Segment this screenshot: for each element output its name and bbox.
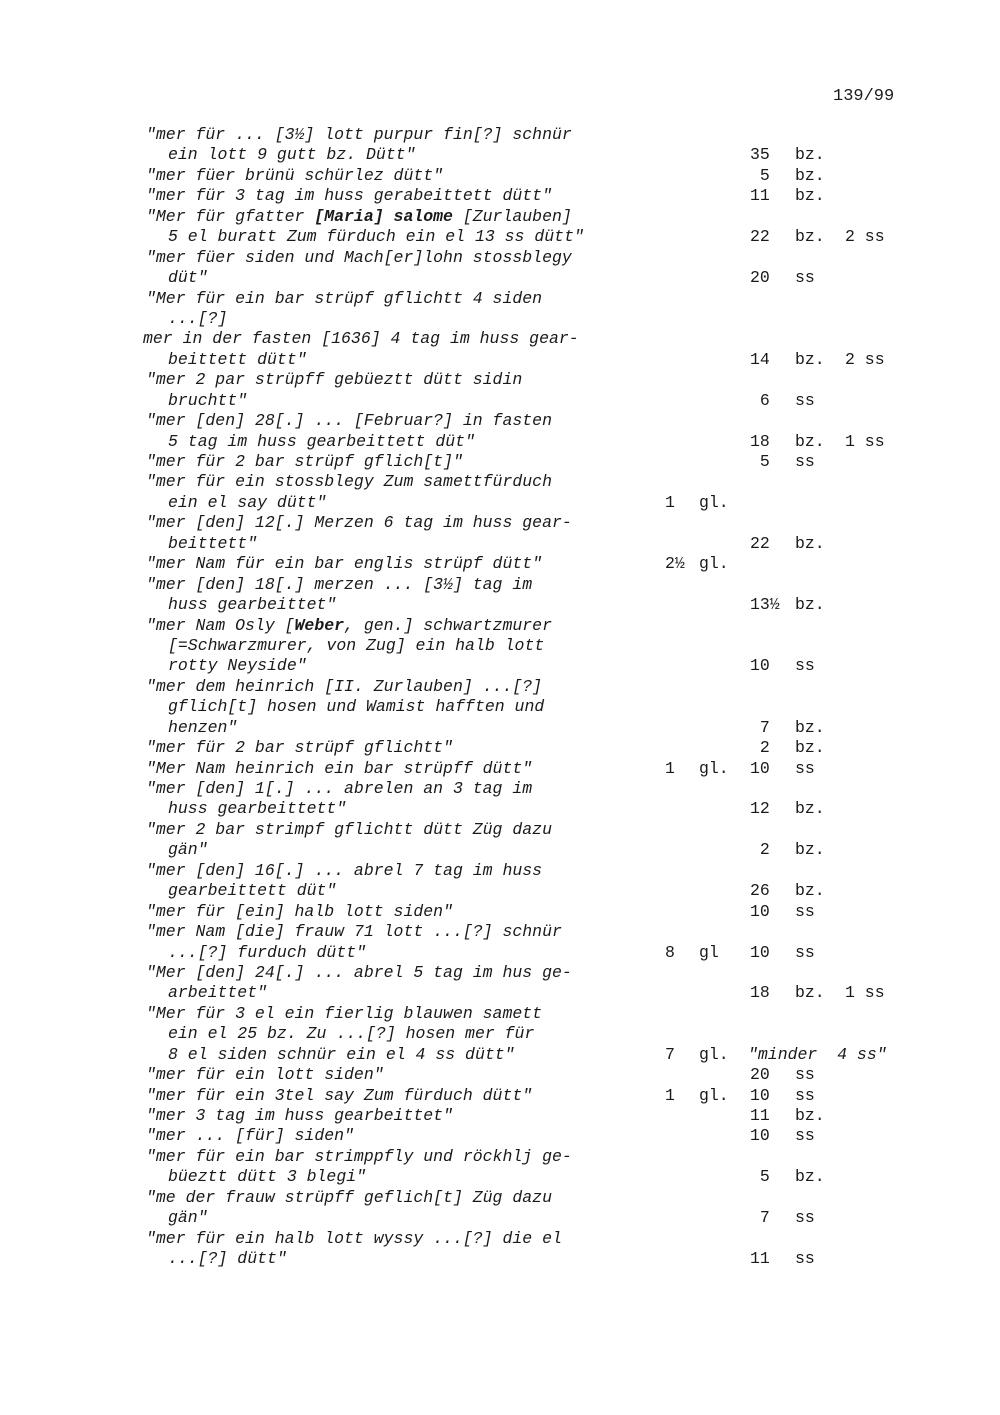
ledger-line [0,268,1000,288]
entry-text: ein el say dütt" [168,492,327,512]
entry-text: "mer 3 tag im huss gearbeittet" [146,1106,453,1125]
entry-text: arbeittet" [168,983,268,1003]
gulden-unit: gl. [699,1044,729,1064]
ledger-line [0,1167,1000,1187]
ledger-line [0,983,1000,1003]
batzen-amount: 10 [750,758,770,778]
entry-text: "Mer für gfatter [Maria] salome [Zurlauben] [146,206,572,226]
ledger-line [0,799,1000,819]
entry-text: "Mer Nam heinrich ein bar strüpff dütt" [146,758,533,778]
gulden-amount: 1 [665,1085,675,1105]
amount-unit: ss [795,1065,815,1085]
amount-unit: ss [795,1126,815,1146]
entry-text: "mer für ein stossblegy Zum samettfürduch [146,472,552,492]
ledger-line [0,738,1000,758]
amount-unit: ss [795,1085,815,1105]
amount-unit: bz. [795,227,825,247]
entry-text: "mer 2 par strüpff gebüeztt dütt sidin [146,370,523,390]
gulden-amount: 1 [665,492,675,512]
batzen-amount: 5 [750,1167,770,1187]
batzen-amount: 11 [750,1106,770,1125]
entry-text: ...[?] dütt" [168,1249,287,1269]
ledger-line [0,1147,1000,1167]
ledger-line [0,145,1000,165]
batzen-amount: 14 [750,349,770,369]
gulden-unit: gl. [699,758,729,778]
schilling-extra: 1 ss [845,431,885,451]
schilling-extra: 2 ss [845,349,885,369]
ledger-line [0,1229,1000,1249]
ledger-line [0,677,1000,697]
ledger-entries [0,125,1000,1270]
ledger-line [0,1208,1000,1228]
batzen-amount: 6 [750,390,770,410]
entry-text: "mer [den] 16[.] ... abrel 7 tag im huss [146,860,543,880]
entry-text: ein lott 9 gutt bz. Dütt" [168,145,416,165]
ledger-line [0,1045,1000,1065]
batzen-amount: 7 [750,1208,770,1228]
entry-text: "mer für [ein] halb lott siden" [146,901,453,921]
entry-text: "mer für ein lott siden" [146,1065,384,1085]
entry-text: mer in der fasten [1636] 4 tag im huss gear- [143,329,579,349]
entry-text: "mer Nam für ein bar englis strüpf dütt" [146,554,543,574]
ledger-line [0,1249,1000,1269]
gulden-amount: 1 [665,758,675,778]
batzen-amount: 10 [750,656,770,676]
amount-unit: bz. [795,595,825,615]
batzen-amount: 26 [750,881,770,901]
batzen-amount: 10 [750,901,770,921]
amount-unit: bz. [795,717,825,737]
ledger-line [0,779,1000,799]
entry-text: gearbeittett düt" [168,881,337,901]
ledger-line [0,943,1000,963]
entry-text: 5 el buratt Zum fürduch ein el 13 ss dütt" [168,227,584,247]
ledger-line [0,227,1000,247]
entry-text: "Mer für ein bar strüpf gflichtt 4 siden [146,288,543,308]
entry-text: "mer füer siden und Mach[er]lohn stossblegy [146,247,572,267]
gulden-amount: 8 [665,942,675,962]
entry-text: "mer [den] 12[.] Merzen 6 tag im huss gear- [146,513,572,533]
batzen-amount: 2 [750,738,770,758]
entry-text: "mer für ein halb lott wyssy ...[?] die el [146,1228,562,1248]
ledger-line [0,554,1000,574]
ledger-line [0,718,1000,738]
ledger-line [0,616,1000,636]
gulden-amount: 2½ [665,554,685,574]
ledger-line [0,186,1000,206]
amount-unit: ss [795,942,815,962]
amount-unit: bz. [795,799,825,819]
entry-text: "Mer für 3 el ein fierlig blauwen samett [146,1003,543,1023]
batzen-amount: 12 [750,799,770,819]
entry-text: huss gearbeittett" [168,799,347,819]
entry-text: "mer für 3 tag im huss gerabeittett dütt" [146,186,552,206]
entry-text: "mer [den] 28[.] ... [Februar?] in fasten [146,411,552,431]
emphasized-name: [Maria] salome [314,206,453,226]
ledger-line [0,1004,1000,1024]
batzen-amount: 5 [750,452,770,471]
entry-text: gän" [168,840,208,860]
ledger-line [0,881,1000,901]
gulden-unit: gl. [699,1085,729,1105]
ledger-line [0,1065,1000,1085]
entry-text: "mer 2 bar strimpf gflichtt dütt Züg dazu [146,819,552,839]
batzen-amount: 13½ [750,595,780,615]
entry-text: rotty Neyside" [168,656,307,676]
entry-text: ...[?] [168,308,228,328]
schilling-extra: 1 ss [845,983,885,1003]
entry-text: "mer für 2 bar strüpf gflich[t]" [146,452,463,471]
entry-text: "mer für ein bar strimppfly und röckhlj ge- [146,1146,572,1166]
ledger-line [0,840,1000,860]
ledger-line [0,452,1000,472]
entry-text: ...[?] furduch dütt" [168,942,367,962]
amount-unit: bz. [795,983,825,1003]
ledger-line [0,963,1000,983]
ledger-line [0,1106,1000,1126]
ledger-line [0,656,1000,676]
entry-text: beittett dütt" [168,349,307,369]
schilling-extra: 2 ss [845,227,885,247]
batzen-amount: 22 [750,533,770,553]
ledger-line [0,370,1000,390]
entry-text: gän" [168,1208,208,1228]
amount-unit: bz. [795,533,825,553]
amount-unit: bz. [795,1106,825,1125]
ledger-line [0,697,1000,717]
ledger-line [0,902,1000,922]
amount-unit: bz. [795,431,825,451]
entry-text: "mer für ein 3tel say Zum fürduch dütt" [146,1085,533,1105]
ledger-line [0,472,1000,492]
entry-text: [=Schwarzmurer, von Zug] ein halb lott [168,635,545,655]
ledger-line [0,125,1000,145]
ledger-line [0,411,1000,431]
entry-text: bruchtt" [168,390,248,410]
amount-unit: bz. [795,1167,825,1187]
amount-unit: ss [795,268,815,288]
entry-text: "me der frauw strüpff geflich[t] Züg dazu [146,1187,552,1207]
batzen-amount: 5 [750,165,770,185]
amount-unit: ss [795,452,815,471]
amount-unit: bz. [795,840,825,860]
amount-unit: bz. [795,145,825,165]
entry-text: büeztt dütt 3 blegi" [168,1167,367,1187]
ledger-line [0,861,1000,881]
entry-text: gflich[t] hosen und Wamist hafften und [168,697,545,717]
emphasized-name: Weber [294,615,345,635]
batzen-amount: 22 [750,227,770,247]
ledger-line [0,1126,1000,1146]
amount-unit: ss [795,390,815,410]
ledger-line [0,1086,1000,1106]
batzen-amount: 2 [750,840,770,860]
batzen-amount: 10 [750,1085,770,1105]
ledger-line [0,534,1000,554]
batzen-amount: 35 [750,145,770,165]
ledger-line [0,207,1000,227]
ledger-line [0,1024,1000,1044]
entry-text: henzen" [168,717,238,737]
entry-text: "mer Nam [die] frauw 71 lott ...[?] schnür [146,922,562,942]
gulden-amount: 7 [665,1044,675,1064]
entry-text: "mer dem heinrich [II. Zurlauben] ...[?] [146,676,543,696]
entry-text: "mer [den] 1[.] ... abrelen an 3 tag im [146,779,533,798]
batzen-amount: 11 [750,1249,770,1269]
entry-text: ein el 25 bz. Zu ...[?] hosen mer für [168,1024,535,1044]
batzen-amount: 20 [750,268,770,288]
amount-unit: bz. [795,349,825,369]
batzen-amount: 18 [750,431,770,451]
margin-note: "minder 4 ss" [748,1044,887,1064]
ledger-line [0,575,1000,595]
amount-unit: ss [795,901,815,921]
batzen-amount: 7 [750,717,770,737]
amount-unit: ss [795,656,815,676]
ledger-line [0,922,1000,942]
amount-unit: bz. [795,881,825,901]
ledger-line [0,493,1000,513]
page-number: 139/99 [833,87,895,106]
ledger-line [0,759,1000,779]
amount-unit: ss [795,1249,815,1269]
batzen-amount: 20 [750,1065,770,1085]
gulden-unit: gl. [699,554,729,574]
ledger-line [0,309,1000,329]
entry-text: huss gearbeittet" [168,595,337,615]
entry-text: 8 el siden schnür ein el 4 ss dütt" [168,1044,515,1064]
entry-text: "mer Nam Osly [Weber, gen.] schwartzmurer [146,615,552,635]
batzen-amount: 11 [750,186,770,206]
amount-unit: ss [795,1208,815,1228]
amount-unit: ss [795,758,815,778]
ledger-line [0,432,1000,452]
entry-text: "mer ... [für] siden" [146,1126,354,1146]
ledger-line [0,513,1000,533]
ledger-line [0,329,1000,349]
ledger-line [0,350,1000,370]
gulden-unit: gl. [699,492,729,512]
ledger-line [0,248,1000,268]
entry-text: "mer für ... [3½] lott purpur fin[?] schnür [146,125,572,144]
ledger-line [0,636,1000,656]
amount-unit: bz. [795,186,825,206]
amount-unit: bz. [795,165,825,185]
entry-text: "mer für 2 bar strüpf gflichtt" [146,738,453,758]
amount-unit: bz. [795,738,825,758]
ledger-line [0,595,1000,615]
entry-text: "mer [den] 18[.] merzen ... [3½] tag im [146,574,533,594]
entry-text: düt" [168,268,208,288]
ledger-line [0,166,1000,186]
entry-text: "Mer [den] 24[.] ... abrel 5 tag im hus ge- [146,962,572,982]
batzen-amount: 18 [750,983,770,1003]
ledger-line [0,289,1000,309]
ledger-line [0,1188,1000,1208]
entry-text: "mer füer brünü schürlez dütt" [146,165,444,185]
ledger-line [0,820,1000,840]
entry-text: 5 tag im huss gearbeittett düt" [168,431,475,451]
gulden-unit: gl [699,942,719,962]
batzen-amount: 10 [750,942,770,962]
ledger-line [0,391,1000,411]
entry-text: beittett" [168,533,258,553]
batzen-amount: 10 [750,1126,770,1146]
